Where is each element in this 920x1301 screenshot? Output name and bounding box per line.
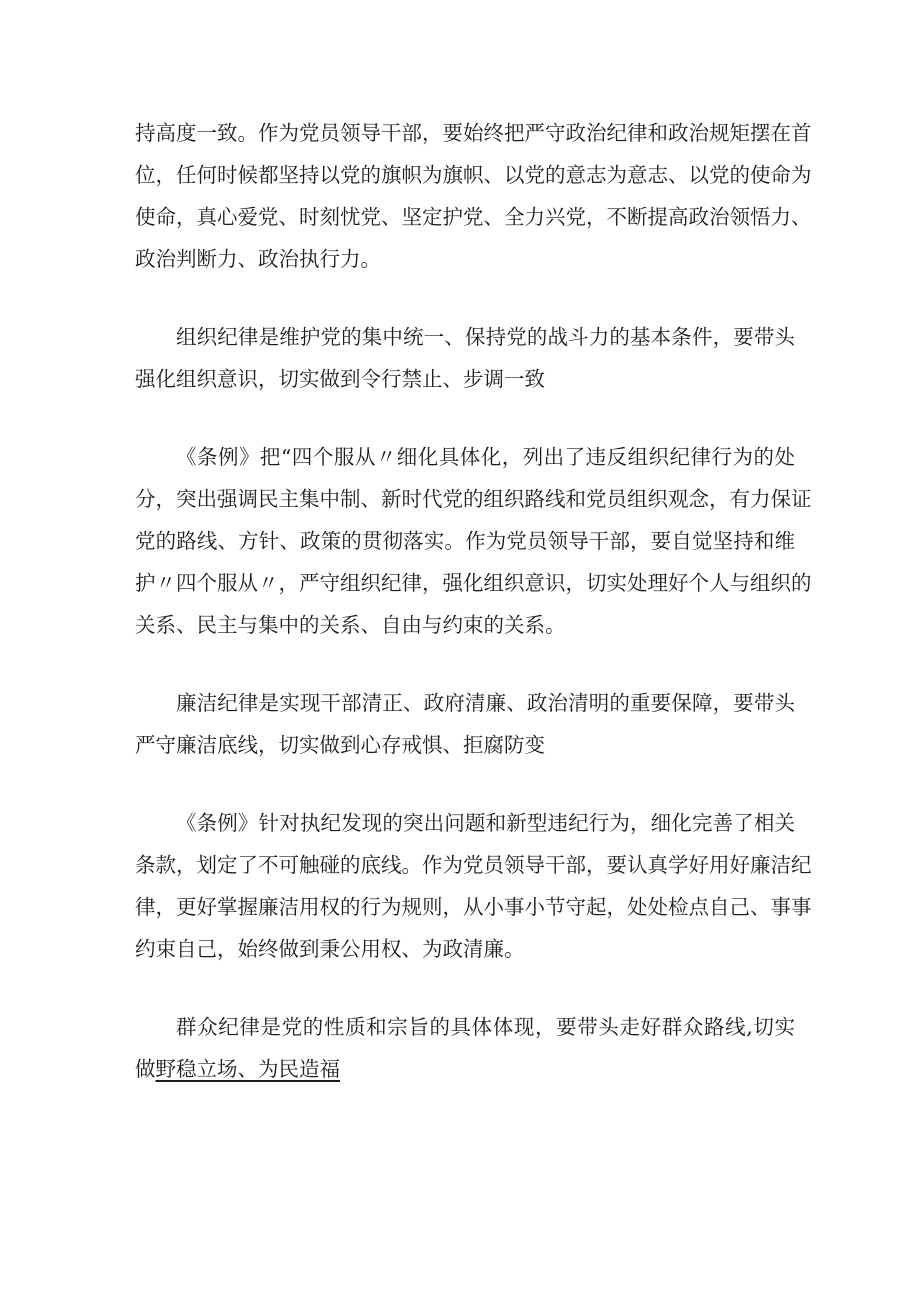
paragraph-gap xyxy=(135,766,795,802)
underlined-text-segment: 野稳立场、为民造福 xyxy=(155,1057,340,1081)
text-line: 分，突出强调民主集中制、新时代党的组织路线和党员组织观念，有力保证 xyxy=(135,487,812,511)
text-line: 律，更好掌握廉洁用权的行为规则，从小事小节守起，处处检点自己、事事 xyxy=(135,895,812,919)
text-line: 党的路线、方针、政策的贯彻落实。作为党员领导干部，要自觉坚持和维 xyxy=(135,529,795,553)
text-line: 组织纪律是维护党的集中统一、保持党的战斗力的基本条件，要带头 xyxy=(176,325,795,349)
text-line: 位，任何时候都坚持以党的旗帜为旗帜、以党的意志为意志、以党的使命为 xyxy=(135,163,812,187)
text-line: 《条例》把“四个服从〃细化具体化，列出了违反组织纪律行为的处 xyxy=(176,445,795,469)
paragraph-organizational-heading xyxy=(135,316,795,400)
text-line: 持高度一致。作为党员领导干部，要始终把严守政治纪律和政治规矩摆在首 xyxy=(135,121,812,145)
text-line: 严守廉洁底线，切实做到心存戒惧、拒腐防变 xyxy=(135,733,545,757)
paragraph-gap xyxy=(135,646,795,682)
text-line: 强化组织意识，切实做到令行禁止、步调一致 xyxy=(135,367,545,391)
paragraph-gap xyxy=(135,400,795,436)
text-line: 护〃四个服从〃，严守组织纪律，强化组织意识，切实处理好个人与组织的 xyxy=(135,571,812,595)
text-segment: 做 xyxy=(135,1057,156,1081)
document-body xyxy=(135,112,812,1090)
paragraph-integrity-heading xyxy=(135,682,795,766)
paragraph-political-discipline xyxy=(135,112,812,280)
text-line xyxy=(135,1048,795,1090)
text-line: 政治判断力、政治执行力。 xyxy=(135,247,381,271)
paragraph-mass-discipline-heading xyxy=(135,1006,795,1090)
paragraph-integrity-body xyxy=(135,802,812,970)
paragraph-gap xyxy=(135,970,795,1006)
text-line: 《条例》针对执纪发现的突出问题和新型违纪行为，细化完善了相关 xyxy=(176,811,795,835)
text-line: 使命，真心爱党、时刻忧党、坚定护党、全力兴党，不断提高政治领悟力、 xyxy=(135,205,812,229)
text-line: 条款，划定了不可触碰的底线。作为党员领导干部，要认真学好用好廉洁纪 xyxy=(135,853,812,877)
text-line: 约束自己，始终做到秉公用权、为政清廉。 xyxy=(135,937,525,961)
paragraph-organizational-body xyxy=(135,436,812,646)
text-line: 廉洁纪律是实现干部清正、政府清廉、政治清明的重要保障，要带头 xyxy=(176,691,795,715)
paragraph-gap xyxy=(135,280,795,316)
text-line: 关系、民主与集中的关系、自由与约束的关系。 xyxy=(135,613,566,637)
text-line: 群众纪律是党的性质和宗旨的具体体现，要带头走好群众路线,切实 xyxy=(176,1015,795,1039)
